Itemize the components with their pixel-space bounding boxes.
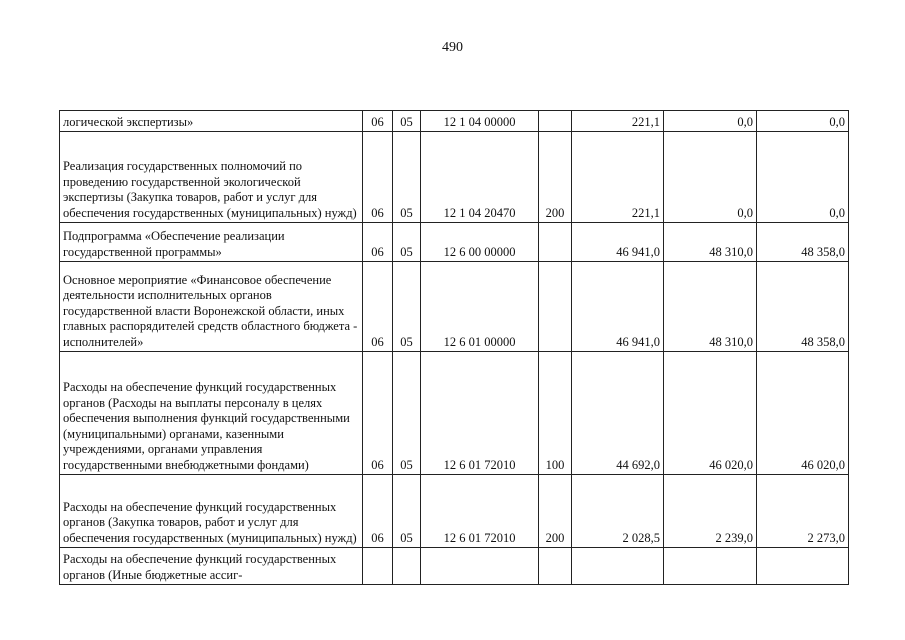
amount-year-2: 0,0 <box>664 111 757 132</box>
target-article-code: 12 6 01 72010 <box>421 352 539 475</box>
section-code: 06 <box>363 262 393 352</box>
amount-year-3: 0,0 <box>757 111 849 132</box>
subsection-code: 05 <box>393 352 421 475</box>
amount-year-2: 48 310,0 <box>664 262 757 352</box>
table-row <box>60 223 849 262</box>
table-row <box>60 132 849 223</box>
amount-year-3 <box>757 548 849 585</box>
table-row <box>60 111 849 132</box>
section-code: 06 <box>363 111 393 132</box>
row-description: Реализация государственных полномочий по проведению государственной экологической экспертизы (Закупка товаров, работ и услуг для обеспечения государственных (муниципальных) нужд) <box>60 132 363 223</box>
expense-type-code: 100 <box>539 352 572 475</box>
amount-year-1: 2 028,5 <box>572 475 664 548</box>
expense-type-code <box>539 262 572 352</box>
section-code: 06 <box>363 475 393 548</box>
target-article-code: 12 6 00 00000 <box>421 223 539 262</box>
row-description: логической экспертизы» <box>60 111 363 132</box>
subsection-code: 05 <box>393 475 421 548</box>
amount-year-2: 0,0 <box>664 132 757 223</box>
section-code: 06 <box>363 132 393 223</box>
target-article-code: 12 6 01 72010 <box>421 475 539 548</box>
subsection-code: 05 <box>393 111 421 132</box>
expense-type-code <box>539 548 572 585</box>
amount-year-1 <box>572 548 664 585</box>
amount-year-3: 48 358,0 <box>757 262 849 352</box>
table-row <box>60 262 849 352</box>
amount-year-2: 48 310,0 <box>664 223 757 262</box>
section-code <box>363 548 393 585</box>
table-row <box>60 352 849 475</box>
amount-year-2: 46 020,0 <box>664 352 757 475</box>
row-description: Расходы на обеспечение функций государственных органов (Иные бюджетные ассиг- <box>60 548 363 585</box>
target-article-code <box>421 548 539 585</box>
expense-type-code: 200 <box>539 132 572 223</box>
amount-year-1: 46 941,0 <box>572 262 664 352</box>
target-article-code: 12 6 01 00000 <box>421 262 539 352</box>
amount-year-1: 46 941,0 <box>572 223 664 262</box>
amount-year-3: 0,0 <box>757 132 849 223</box>
subsection-code: 05 <box>393 132 421 223</box>
budget-table <box>59 110 849 585</box>
subsection-code: 05 <box>393 223 421 262</box>
subsection-code: 05 <box>393 262 421 352</box>
amount-year-2: 2 239,0 <box>664 475 757 548</box>
target-article-code: 12 1 04 00000 <box>421 111 539 132</box>
row-description: Расходы на обеспечение функций государственных органов (Закупка товаров, работ и услуг для обеспечения государственных (муниципальных) нужд) <box>60 475 363 548</box>
amount-year-1: 44 692,0 <box>572 352 664 475</box>
expense-type-code: 200 <box>539 475 572 548</box>
row-description: Подпрограмма «Обеспечение реализации государственной программы» <box>60 223 363 262</box>
section-code: 06 <box>363 223 393 262</box>
amount-year-1: 221,1 <box>572 132 664 223</box>
target-article-code: 12 1 04 20470 <box>421 132 539 223</box>
table-row <box>60 548 849 585</box>
page-number: 490 <box>442 40 463 55</box>
table-row <box>60 475 849 548</box>
amount-year-2 <box>664 548 757 585</box>
expense-type-code <box>539 223 572 262</box>
amount-year-3: 46 020,0 <box>757 352 849 475</box>
amount-year-1: 221,1 <box>572 111 664 132</box>
amount-year-3: 2 273,0 <box>757 475 849 548</box>
row-description: Основное мероприятие «Финансовое обеспечение деятельности исполнительных органов государственной власти Воронежской области, иных главных распорядителей средств областного бюджета - исполнителей» <box>60 262 363 352</box>
section-code: 06 <box>363 352 393 475</box>
subsection-code <box>393 548 421 585</box>
expense-type-code <box>539 111 572 132</box>
amount-year-3: 48 358,0 <box>757 223 849 262</box>
row-description: Расходы на обеспечение функций государственных органов (Расходы на выплаты персоналу в целях обеспечения выполнения функций государственными (муниципальными) органами, казенными учреждениями, органами управления государственными внебюджетными фондами) <box>60 352 363 475</box>
